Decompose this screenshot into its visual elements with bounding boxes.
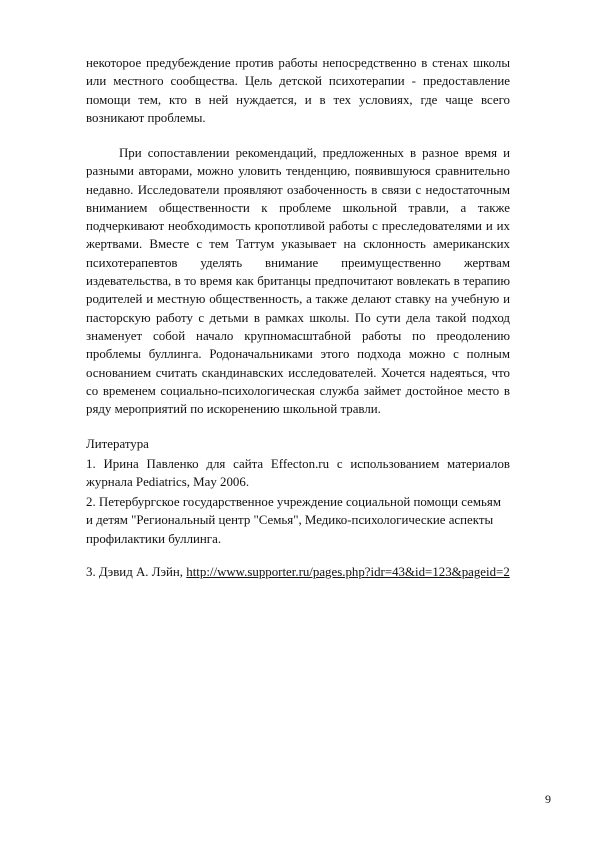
paragraph-2-text: При сопоставлении рекомендаций, предложенных в разное время и разными авторами, можно уловить тенденцию, появившуюся сравнительно недавно. Исследователи проявляют озабоченность в связи с недостаточным вниманием общественности к проблеме школьной травли, а также подчеркивают необходимость кропотливой работы с преследователями и их жертвами. Вместе с тем Таттум указывает на склонность американских психотерапевтов уделять внимание преимущественно жертвам издевательства, в то время как британцы предпочитают вовлекать в терапию родителей и местную общественность, а также делают ставку на учебную и пасторскую работу с детьми в рамках школы. По сути дела такой подход знаменует собой начало крупномасштабной работы по преодолению проблемы буллинга. Родоначальниками этого подхода можно с полным основанием считать скандинавских исследователей. Хочется надеяться, что со временем социально-психологическая служба займет достойное место в ряду мероприятий по искоренению школьной травли. [86,146,510,417]
paragraph-main [86,144,510,418]
reference-1-text: 1. Ирина Павленко для сайта Effecton.ru с использованием материалов журнала Pediatrics, May 2006. [86,457,510,490]
reference-3-line [86,563,510,581]
reference-item-2 [86,493,510,548]
paragraph-1-text: некоторое предубеждение против работы непосредственно в стенах школы или местного сообщества. Цель детской психотерапии - предоставление помощи тем, кто в ней нуждается, и в тех условиях, где чаще всего возникают проблемы. [86,56,510,125]
reference-item-3 [86,563,510,581]
reference-item-1 [86,455,510,492]
reference-3-author: 3. Дэвид А. Лэйн, [86,565,187,579]
paragraph-continuation [86,54,510,127]
literature-heading: Литература [86,437,149,451]
reference-3-link[interactable]: http://www.supporter.ru/pages.php?idr=43&id=123&pageid=2 [186,565,510,579]
page-number: 9 [545,792,551,806]
reference-2-text: 2. Петербургское государственное учреждение социальной помощи семьям и детям "Региональный центр "Семья", Медико-психологические аспекты профилактики буллинга. [86,495,501,546]
